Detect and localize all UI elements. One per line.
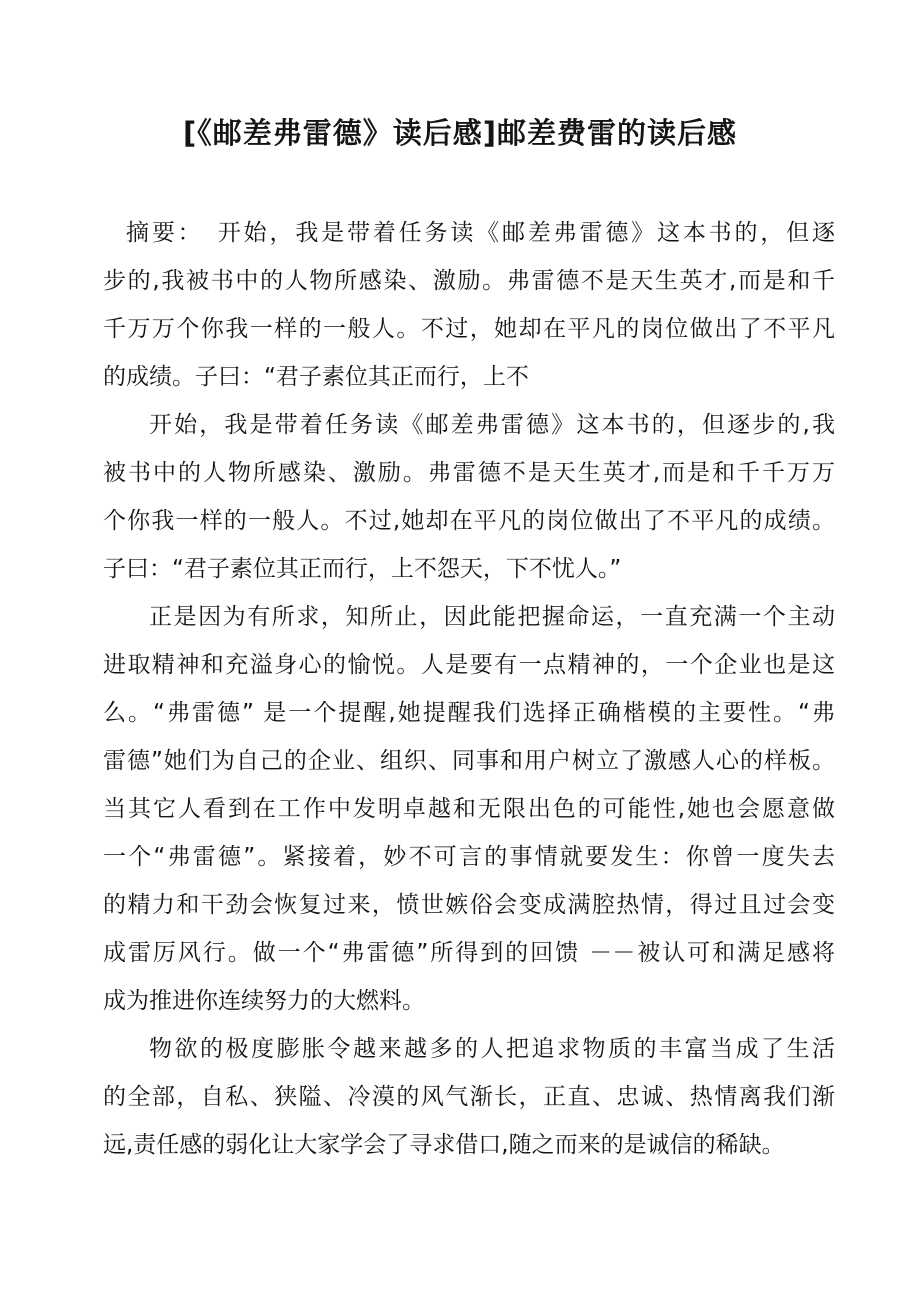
text-line: 物欲的极度膨胀令越来越多的人把追求物质的丰富当成了生活: [149, 1036, 835, 1062]
text-line: 步的,我被书中的人物所感染、激励。弗雷德不是天生英才,而是和千: [103, 268, 835, 294]
text-line: 成为推进你连续努力的大燃料。: [103, 988, 425, 1014]
text-line: 雷德”她们为自己的企业、组织、同事和用户树立了激感人心的样板。: [103, 748, 835, 774]
text-line: 子曰：“君子素位其正而行，上不怨天，下不忧人。”: [103, 556, 622, 582]
text-line: 的精力和干劲会恢复过来，愤世嫉俗会变成满腔热情，得过且过会变: [103, 892, 835, 918]
text-line: 进取精神和充溢身心的愉悦。人是要有一点精神的，一个企业也是这: [103, 652, 835, 678]
text-line: 开始，我是带着任务读《邮差弗雷德》这本书的，但逐步的,我: [149, 412, 835, 438]
document-title: [《邮差弗雷德》读后感]邮差费雷的读后感: [182, 116, 737, 150]
text-line: 摘要： 开始，我是带着任务读《邮差弗雷德》这本书的，但逐: [126, 220, 835, 246]
text-line: 远,责任感的弱化让大家学会了寻求借口,随之而来的是诚信的稀缺。: [103, 1132, 785, 1158]
paragraph: [103, 401, 835, 593]
text-line: 的全部，自私、狭隘、冷漠的风气渐长，正直、忠诚、热情离我们渐: [103, 1084, 835, 1110]
text-line: 千万万个你我一样的一般人。不过，她却在平凡的岗位做出了不平凡: [103, 316, 835, 342]
text-line: 个你我一样的一般人。不过,她却在平凡的岗位做出了不平凡的成绩。: [103, 508, 835, 534]
paragraph: [103, 593, 835, 1025]
text-line: 被书中的人物所感染、激励。弗雷德不是天生英才,而是和千千万万: [103, 460, 835, 486]
text-line: 当其它人看到在工作中发明卓越和无限出色的可能性,她也会愿意做: [103, 796, 835, 822]
text-line: 么。“弗雷德” 是一个提醒,她提醒我们选择正确楷模的主要性。“弗: [103, 700, 835, 726]
text-line: 一个“弗雷德”。紧接着，妙不可言的事情就要发生：你曾一度失去: [103, 844, 835, 870]
paragraph: [103, 209, 835, 401]
text-line: 的成绩。子曰：“君子素位其正而行，上不: [103, 364, 529, 390]
text-line: 正是因为有所求，知所止，因此能把握命运，一直充满一个主动: [149, 604, 835, 630]
text-line: 成雷厉风行。做一个“弗雷德”所得到的回馈 －－被认可和满足感将: [103, 940, 835, 966]
paragraph: [103, 1025, 835, 1169]
document-body: [103, 209, 835, 1169]
